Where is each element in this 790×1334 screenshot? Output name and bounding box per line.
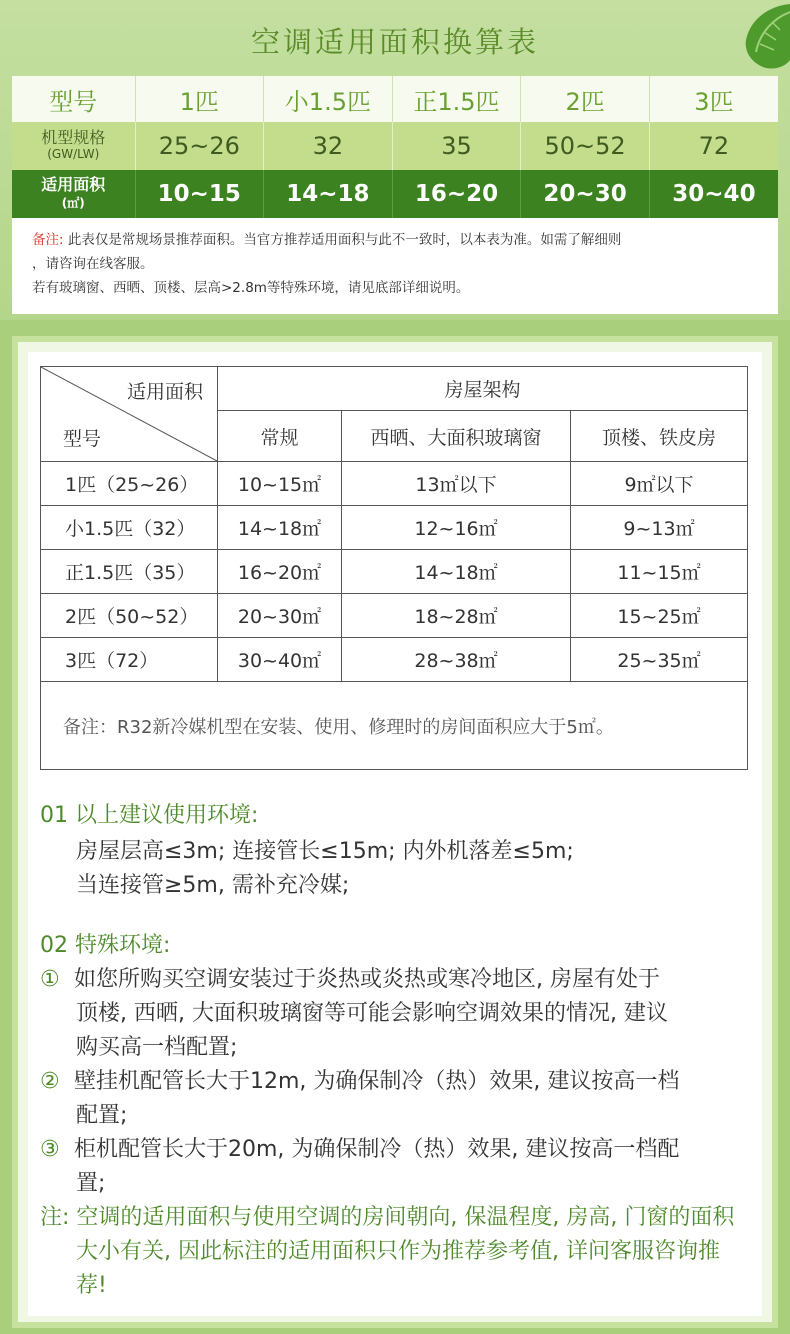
header-cell: 1匹 (135, 76, 264, 122)
page-title: 空调适用面积换算表 (250, 25, 539, 59)
item-line: 壁挂机配管长大于12m, 为确保制冷（热）效果, 建议按高一档 (74, 1069, 680, 1094)
area-table-card (12, 76, 778, 314)
section-title (40, 798, 574, 829)
area-cell: 20~30 (521, 170, 650, 218)
header-cell: 小1.5匹 (264, 76, 393, 122)
spec-cell: 35 (392, 122, 521, 170)
special-item (40, 1133, 734, 1201)
spec-row (12, 122, 778, 170)
column-header: 顶楼、铁皮房 (571, 411, 748, 462)
item-line: 顶楼, 西晒, 大面积玻璃窗等可能会影响空调效果的情况, 建议 (76, 1001, 668, 1026)
spec-cell: 32 (264, 122, 393, 170)
spec-cell: 25~26 (135, 122, 264, 170)
note-line: 若有玻璃窗、西晒、顶楼、层高>2.8m等特殊环境，请见底部详细说明。 (32, 280, 470, 296)
value-cell: 25~35㎡ (571, 638, 748, 682)
spec-cell: 50~52 (521, 122, 650, 170)
corner-bottom-label: 型号 (63, 428, 102, 450)
column-header: 西晒、大面积玻璃窗 (342, 411, 571, 462)
header-cell: 正1.5匹 (392, 76, 521, 122)
value-cell: 11~15㎡ (571, 550, 748, 594)
corner-top-label: 适用面积 (126, 381, 203, 403)
special-item (40, 1065, 734, 1133)
spec-sub-label: (GW/LW) (47, 147, 100, 161)
model-cell: 3匹（72） (41, 638, 218, 682)
note-prefix: 备注: (32, 232, 64, 248)
area-cell: 14~18 (264, 170, 393, 218)
final-note-line: 荐! (76, 1273, 107, 1298)
model-cell: 正1.5匹（35） (41, 550, 218, 594)
structure-table (40, 366, 748, 770)
area-label: 适用面积 (41, 175, 106, 194)
value-cell: 9㎡以下 (571, 462, 748, 506)
section-title (40, 928, 734, 959)
item-marker: ① (40, 967, 60, 992)
model-cell: 2匹（50~52） (41, 594, 218, 638)
value-cell: 13㎡以下 (342, 462, 571, 506)
value-cell: 18~28㎡ (342, 594, 571, 638)
spec-label: 机型规格 (41, 128, 106, 147)
group-header: 房屋架构 (218, 367, 748, 411)
table-row (41, 594, 748, 638)
item-line: 配置; (76, 1103, 128, 1128)
note-line: 此表仅是常规场景推荐面积。当官方推荐适用面积与此不一致时，以本表为准。如需了解细则 (63, 232, 622, 248)
value-cell: 12~16㎡ (342, 506, 571, 550)
corner-cell (41, 367, 218, 462)
section-number: 01 (40, 803, 68, 828)
header-cell: 3匹 (649, 76, 778, 122)
item-line: 购买高一档配置; (76, 1035, 238, 1060)
table-row (41, 638, 748, 682)
note-line: ，请咨询在线客服。 (32, 256, 154, 272)
value-cell: 30~40㎡ (218, 638, 342, 682)
area-cell: 10~15 (135, 170, 264, 218)
final-note-label: 注: (40, 1205, 70, 1230)
header-row (12, 76, 778, 122)
value-cell: 14~18㎡ (342, 550, 571, 594)
header-cell: 2匹 (521, 76, 650, 122)
special-item (40, 963, 734, 1065)
table-row (41, 550, 748, 594)
area-row-header (12, 170, 135, 218)
model-cell: 小1.5匹（32） (41, 506, 218, 550)
item-line: 如您所购买空调安装过于炎热或炎热或寒冷地区, 房屋有处于 (74, 967, 660, 992)
item-line: 置; (76, 1171, 106, 1196)
item-marker: ② (40, 1069, 60, 1094)
area-row (12, 170, 778, 218)
value-cell: 10~15㎡ (218, 462, 342, 506)
table-note (32, 228, 772, 300)
final-note-line: 大小有关, 因此标注的适用面积只作为推荐参考值, 详问客服咨询推 (76, 1239, 720, 1264)
section-number: 02 (40, 933, 68, 958)
area-cell: 16~20 (392, 170, 521, 218)
value-cell: 14~18㎡ (218, 506, 342, 550)
header-cell: 型号 (12, 76, 135, 122)
section-special-environment (40, 928, 734, 1303)
final-note-line: 空调的适用面积与使用空调的房间朝向, 保温程度, 房高, 门窗的面积 (69, 1205, 735, 1230)
item-marker: ③ (40, 1137, 60, 1162)
area-cell: 30~40 (649, 170, 778, 218)
value-cell: 20~30㎡ (218, 594, 342, 638)
value-cell: 16~20㎡ (218, 550, 342, 594)
area-sub-label: (㎡) (61, 196, 85, 210)
value-cell: 28~38㎡ (342, 638, 571, 682)
table-row (41, 462, 748, 506)
section-line: 当连接管≥5m, 需补充冷媒; (76, 873, 350, 898)
section-line: 房屋层高≤3m; 连接管长≤15m; 内外机落差≤5m; (76, 839, 574, 864)
section-title-text: 以上建议使用环境: (68, 803, 259, 828)
section-recommended-environment (40, 798, 574, 903)
structure-header-row (41, 367, 748, 411)
final-note (40, 1201, 734, 1303)
table-note-row (41, 682, 748, 770)
spec-cell: 72 (649, 122, 778, 170)
column-header: 常规 (218, 411, 342, 462)
model-cell: 1匹（25~26） (41, 462, 218, 506)
spec-row-header (12, 122, 135, 170)
area-table (12, 76, 778, 218)
table-row (41, 506, 748, 550)
table-note-cell: 备注：R32新冷媒机型在安装、使用、修理时的房间面积应大于5㎡。 (41, 682, 748, 770)
section-title-text: 特殊环境: (68, 933, 171, 958)
item-line: 柜机配管长大于20m, 为确保制冷（热）效果, 建议按高一档配 (74, 1137, 680, 1162)
value-cell: 15~25㎡ (571, 594, 748, 638)
value-cell: 9~13㎡ (571, 506, 748, 550)
